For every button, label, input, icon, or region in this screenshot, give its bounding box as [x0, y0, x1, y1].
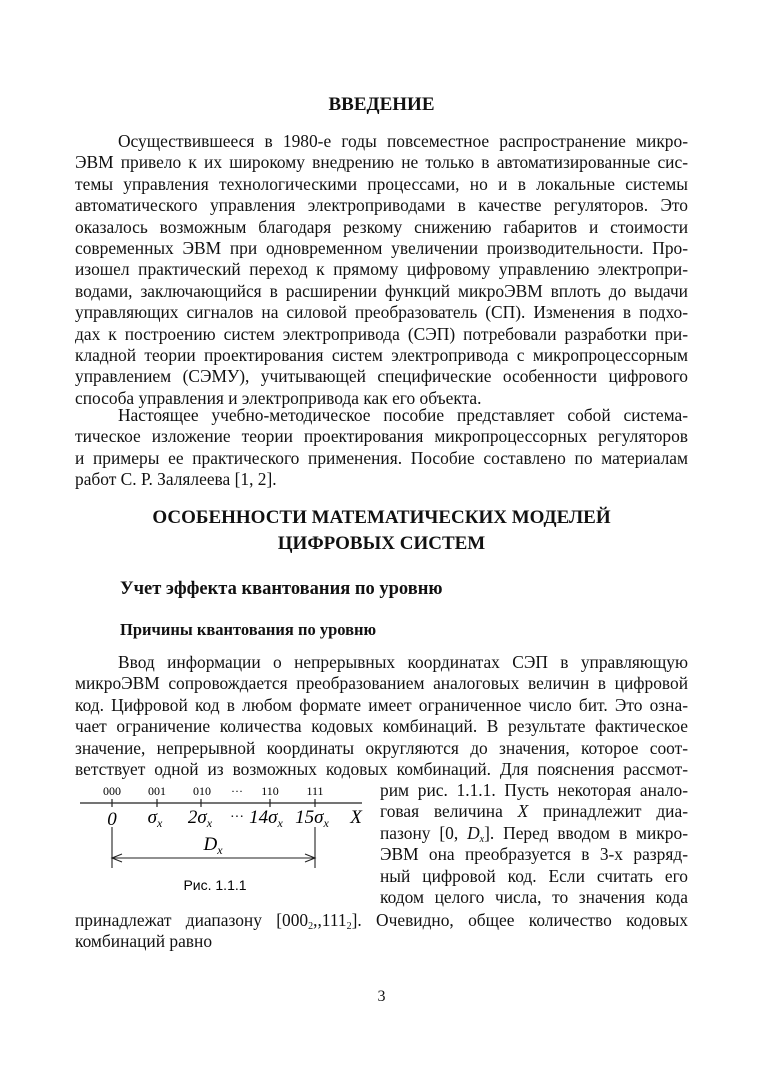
text-line: комбинаций равно [75, 931, 213, 952]
value-label: 0 [107, 809, 117, 830]
text-line: чает ограничение количества кодовых комбинаций. В результате фактическое [75, 716, 688, 737]
text-line: работ С. Р. Залялеева [1, 2]. [75, 469, 277, 490]
text-line: управляющих сигналов на силовой преобразователь (СП). Изменения в подхо- [75, 302, 688, 323]
text-line: ЭВМ она преобразуется в 3-х разряд- [380, 844, 688, 865]
page-number: 3 [377, 988, 386, 1005]
text-line: Осуществившееся в 1980-е годы повсеместное распространение микро- [118, 131, 688, 151]
text-line: Ввод информации о непрерывных координатах СЭП в управляющую [118, 652, 688, 672]
text-line: микроЭВМ сопровождается преобразованием аналоговых величин в цифровой [75, 673, 688, 694]
text-line: водами, заключающийся в расширении функций микроЭВМ вплоть до выдачи [75, 280, 688, 301]
text-line: говая величина X принадлежит диа- [380, 801, 688, 822]
text-line: современных ЭВМ при одновременном увеличении производительности. Про- [75, 237, 688, 258]
code-label: 000 [103, 784, 121, 798]
figure-caption: Рис. 1.1.1 [183, 877, 247, 893]
chapter-title-line-2: ЦИФРОВЫХ СИСТЕМ [277, 533, 486, 554]
text-line: код. Цифровой код в любом формате имеет ограниченное число бит. Это озна- [75, 694, 688, 715]
code-label: 010 [193, 784, 211, 798]
text-line: пазону [0, $D_x$]. Перед вводом в микро- [380, 822, 688, 845]
text-line: автоматического управления электроприводами в качестве регуляторов. Это [75, 195, 688, 216]
text-line: и примеры ее практического применения. Пособие составлено по материалам [75, 447, 688, 468]
value-label: $2\sigma_x$ [187, 807, 213, 830]
code-label: 110 [261, 784, 279, 798]
range-label: $D_x$ [203, 834, 223, 857]
text-line: Настоящее учебно-методическое пособие представляет собой система- [118, 405, 688, 425]
chapter-title-line-1: ОСОБЕННОСТИ МАТЕМАТИЧЕСКИХ МОДЕЛЕЙ [152, 507, 611, 528]
value-label: $14\sigma_x$ [249, 807, 283, 830]
value-label: $15\sigma_x$ [295, 807, 329, 830]
code-label: 111 [306, 784, 324, 798]
text-line: ный цифровой код. Если считать его [380, 865, 688, 886]
value-label: $\sigma_x$ [147, 807, 163, 830]
page-title: ВВЕДЕНИЕ [328, 94, 435, 115]
section-title: Учет эффекта квантования по уровню [120, 579, 443, 599]
code-label: 001 [148, 784, 166, 798]
text-line: принадлежат диапазону $[000_2,,111_2]$. Очевидно, общее количество кодовых [75, 910, 688, 932]
text-line: значение, непрерывной координаты округляются до значения, которое соот- [75, 737, 688, 758]
text-line: тическое изложение теории проектирования микропроцессорных регуляторов [75, 426, 688, 447]
text-line: темы управления технологическими процессами, но и в локальные системы [75, 173, 688, 194]
text-line: дах к построению систем электропривода (СЭП) потребовали разработки при- [75, 323, 688, 344]
text-line: кладной теории проектирования систем электропривода с микропроцессорным [75, 344, 688, 365]
text-line: управлением (СЭМУ), учитывающей специфические особенности цифрового [75, 366, 688, 387]
text-line: изошел практический переход к прямому цифровому управлению электропри- [75, 259, 688, 280]
subsection-title: Причины квантования по уровню [120, 620, 377, 639]
text-line: ветствует одной из возможных кодовых комбинаций. Для пояснения рассмот- [75, 758, 688, 779]
value-label: X [350, 807, 362, 828]
text-line: оказалось возможным благодаря резкому снижению габаритов и стоимости [75, 216, 688, 237]
code-label: ··· [231, 784, 243, 798]
value-label: ··· [230, 810, 244, 825]
text-line: способа управления и электропривода как его объекта. [75, 387, 482, 408]
text-line: кодом целого числа, то значения кода [380, 886, 688, 907]
text-line: рим рис. 1.1.1. Пусть некоторая анало- [380, 780, 688, 800]
text-line: ЭВМ привело к их широкому внедрению не только в автоматизированные сис- [75, 152, 688, 173]
